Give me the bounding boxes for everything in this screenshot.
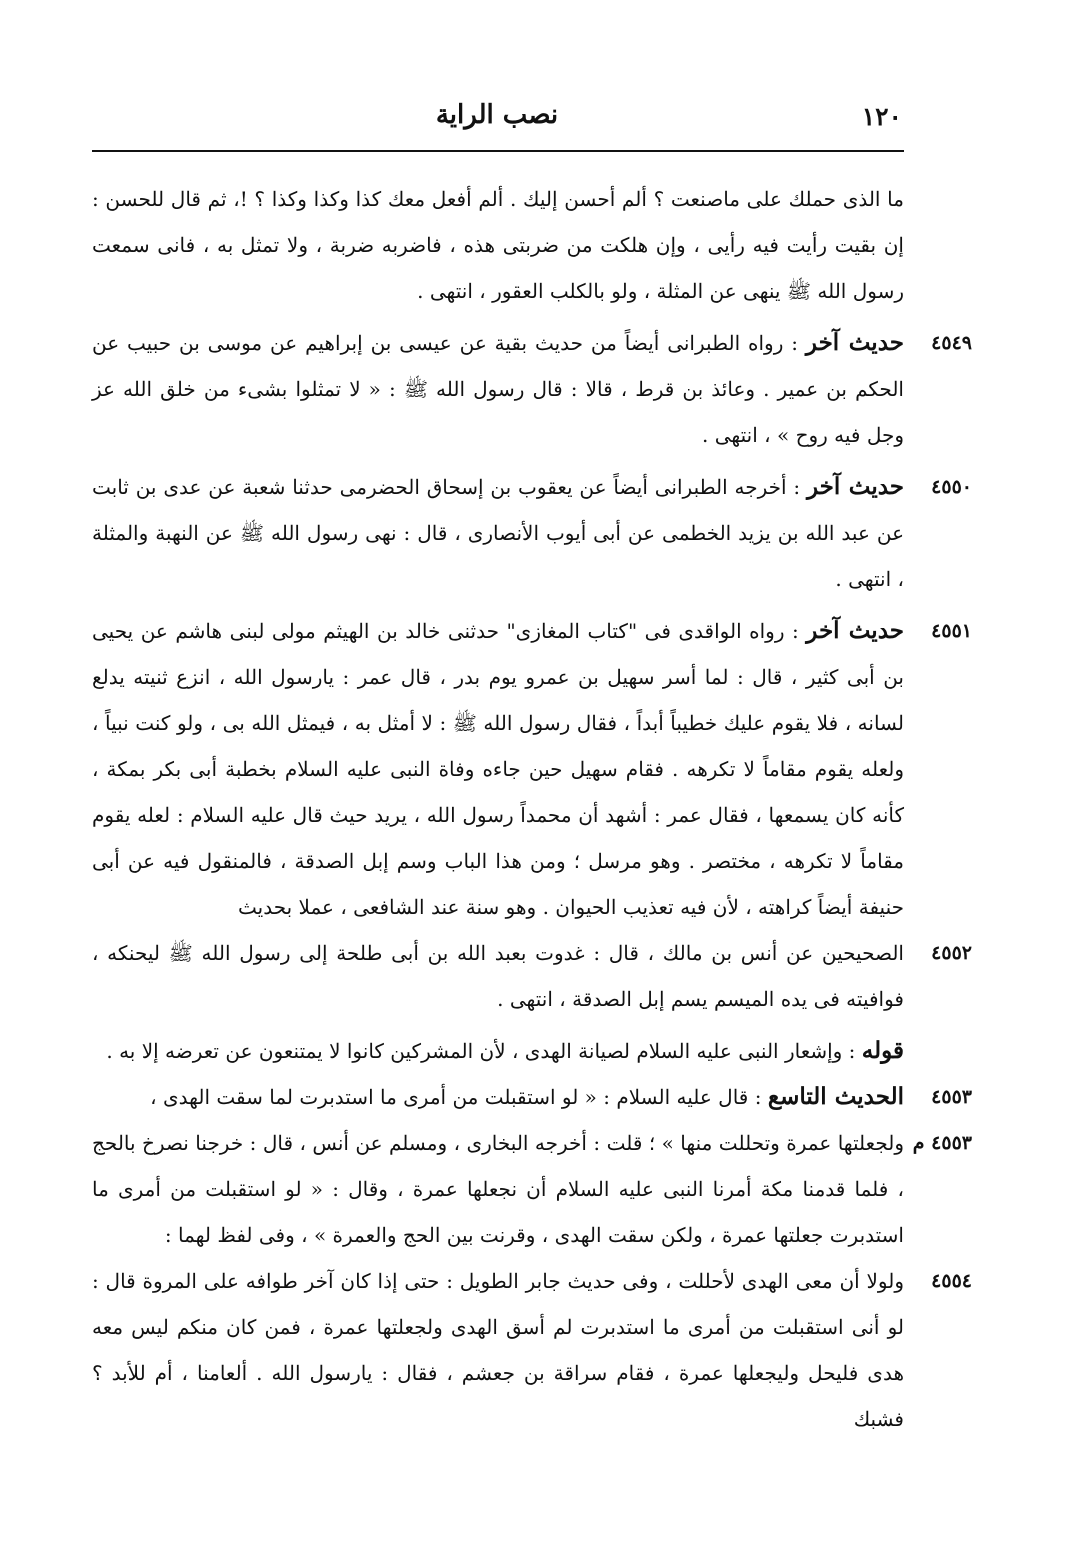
paragraph-continuation xyxy=(92,176,972,314)
hadith-4553 xyxy=(92,1074,972,1120)
hadith-number: ٤٥٥٤ xyxy=(931,1270,972,1292)
paragraph-text xyxy=(92,1120,904,1258)
hadith-number: ٤٥٥٢ xyxy=(931,942,972,964)
paragraph-body: : قال عليه السلام : « لو استقبلت من أمرى ما استدبرت لما سقت الهدى ، xyxy=(150,1085,762,1109)
paragraph-body: ولولا أن معى الهدى لأحللت ، وفى حديث جابر الطويل : حتى إذا كان آخر طوافه على المروة قال : لو أنى استقبلت من أمرى ما استدبرت لم أسق الهدى ولجعلتها عمرة ، فمن كان منكم ليس معه هدى فليحل وليجعلها عمرة ، فقام سراقة بن جعشم ، فقال : يارسول الله . ألعامنا ، أم للأبد ؟ فشبك xyxy=(92,1269,904,1431)
paragraph-text xyxy=(92,1074,904,1120)
page-header xyxy=(92,98,902,144)
paragraph-heading: حديث آخر xyxy=(805,329,904,356)
paragraph-body: : رواه الواقدى فى "كتاب المغازى" حدثنى خالد بن الهيثم مولى لبنى هاشم عن يحيى بن أبى كثير ، قال : لما أسر سهيل بن عمرو يوم بدر ، قال عمر : يارسول الله ، انزع ثنيته يدلع لسانه ، فلا يقوم عليك خطيباً أبداً ، فقال رسول الله ﷺ : لا أمثل به ، فيمثل الله بى ، ولو كنت نبياً ، ولعله يقوم مقاماً لا تكرهه . فقام سهيل حين جاءه وفاة النبى عليه السلام بخطبة أبى بكر بمكة ، كأنه كان يسمعها ، فقال عمر : أشهد أن محمداً رسول الله ، يريد حيث قال عليه السلام : لعله يقوم مقاماً لا تكرهه ، مختصر . وهو مرسل ؛ ومن هذا الباب وسم إبل الصدقة ، فالمنقول فيه عن أبى حنيفة أيضاً كراهته ، لأن فيه تعذيب الحيوان . وهو سنة عند الشافعى ، عملا بحديث xyxy=(92,619,904,919)
paragraph-body: : أخرجه الطبرانى أيضاً عن يعقوب بن إسحاق الحضرمى حدثنا شعبة عن عدى بن ثابت عن عبد الله بن يزيد الخطمى عن أبى أيوب الأنصارى ، قال : نهى رسول الله ﷺ عن النهبة والمثلة ، انتهى . xyxy=(92,475,904,591)
hadith-number: ٤٥٥٠ xyxy=(931,476,972,498)
paragraph-body: : وإشعار النبى عليه السلام لصيانة الهدى ، لأن المشركين كانوا لا يمتنعون عن تعرضه إلا به . xyxy=(106,1039,856,1063)
paragraph-heading: حديث آخر xyxy=(806,473,905,500)
paragraph-heading: الحديث التاسع xyxy=(767,1083,904,1110)
paragraph-body: ولجعلتها عمرة وتحللت منها » ؛ قلت : أخرجه البخارى ، ومسلم عن أنس ، قال : خرجنا نصرخ بالحج ، فلما قدمنا مكة أمرنا النبى عليه السلام أن نجعلها عمرة ، وقال : « لو استقبلت من أمرى ما استدبرت جعلتها عمرة ، ولكن سقت الهدى ، وقرنت بين الحج والعمرة » ، وفى لفظ لهما : xyxy=(92,1131,904,1247)
paragraph-heading: قوله xyxy=(861,1037,904,1064)
paragraph-text xyxy=(92,464,904,602)
paragraph-body: : رواه الطبرانى أيضاً من حديث بقية عن عيسى بن إبراهيم عن موسى بن حبيب عن الحكم بن عمير . وعائذ بن قرط ، قالا : قال رسول الله ﷺ : « لا تمثلوا بشىء من خلق الله عز وجل فيه روح » ، انتهى . xyxy=(92,331,904,447)
header-rule xyxy=(92,150,904,152)
paragraph-text xyxy=(92,1258,904,1442)
hadith-4553m xyxy=(92,1120,972,1258)
paragraph-text xyxy=(92,320,904,458)
hadith-4550 xyxy=(92,464,972,602)
hadith-4552 xyxy=(92,930,972,1022)
hadith-number: ٤٥٥٣ xyxy=(931,1086,972,1108)
paragraph-body: الصحيحين عن أنس بن مالك ، قال : غدوت بعبد الله بن أبى طلحة إلى رسول الله ﷺ ليحنكه ، فوافيته فى يده الميسم يسم إبل الصدقة ، انتهى . xyxy=(92,941,904,1011)
paragraph-text xyxy=(92,1028,904,1074)
hadith-4551 xyxy=(92,608,972,930)
paragraph-heading: حديث آخر xyxy=(806,617,904,644)
document-body xyxy=(92,176,972,1516)
paragraph-text xyxy=(92,608,904,930)
page-number: ١٢٠ xyxy=(861,102,902,131)
hadith-number: ٤٥٥٣ م xyxy=(912,1132,972,1154)
hadith-number: ٤٥٥١ xyxy=(931,620,972,642)
hadith-4549 xyxy=(92,320,972,458)
hadith-number: ٤٥٤٩ xyxy=(931,332,972,354)
quote-paragraph xyxy=(92,1028,972,1074)
running-title: نصب الراية xyxy=(435,100,559,130)
paragraph-text xyxy=(92,930,904,1022)
paragraph-text xyxy=(92,176,904,314)
hadith-4554 xyxy=(92,1258,972,1442)
paragraph-body: ما الذى حملك على ماصنعت ؟ ألم أحسن إليك . ألم أفعل معك كذا وكذا وكذا ؟ !، ثم قال للحسن : إن بقيت رأيت فيه رأيى ، وإن هلكت من ضربتى هذه ، فاضربه ضربة ، ولا تمثل به ، فانى سمعت رسول الله ﷺ ينهى عن المثلة ، ولو بالكلب العقور ، انتهى . xyxy=(92,187,904,303)
